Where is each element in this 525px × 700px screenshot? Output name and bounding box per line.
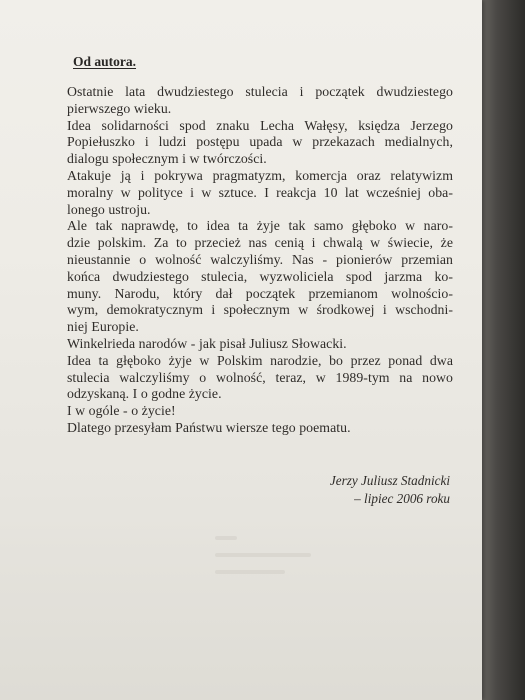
text-line: Popiełuszko i ludzi postępu upada w przekazach medialnych, xyxy=(67,134,453,150)
show-through-line xyxy=(215,562,365,579)
text-line: Atakuje ją i pokrywa pragmatyzm, komercja oraz relatywizm xyxy=(67,167,453,183)
text-line: dialogu społecznym i w twórczości. xyxy=(67,151,267,167)
author-signature xyxy=(300,472,450,508)
text-line: lonego ustroju. xyxy=(67,201,151,217)
text-line: muny. Narodu, który dał początek przemianom wolnościo- xyxy=(67,285,453,301)
text-line: Dlatego przesyłam Państwu wiersze tego poematu. xyxy=(67,419,351,435)
section-heading: Od autora. xyxy=(73,54,137,69)
text-line: niej Europie. xyxy=(67,319,139,335)
text-line: stulecia walczyliśmy o wolność, teraz, w 1989-tym na nowo xyxy=(67,369,453,385)
text-line: Idea ta głęboko żyje w Polskim narodzie, bo przez ponad dwa xyxy=(67,352,453,368)
text-line: Ostatnie lata dwudziestego stulecia i początek dwudziestego xyxy=(67,84,453,99)
text-line: pierwszego wieku. xyxy=(67,100,172,116)
text-line: odzyskaną. I o godne życie. xyxy=(67,386,222,402)
page-edge-shadow xyxy=(478,0,525,700)
signature-name: Jerzy Juliusz Stadnicki xyxy=(329,473,450,488)
text-line: dzie polskim. Za to przecież nas cenią i chwalą w świecie, że xyxy=(67,235,453,251)
text-line: końca dwudziestego stulecia, wyzwoliciela spod jarzma ko- xyxy=(67,268,453,284)
text-line: Winkelrieda narodów - jak pisał Juliusz Słowacki. xyxy=(67,335,347,351)
show-through-line xyxy=(215,545,365,562)
text-line: I w ogóle - o życie! xyxy=(67,403,176,419)
show-through-line xyxy=(215,528,365,545)
text-line: wym, demokratycznym i społecznym w środkowej i wschodni- xyxy=(67,302,453,318)
text-line: Ale tak naprawdę, to idea ta żyje tak samo głęboko w naro- xyxy=(67,218,453,234)
text-line: moralny w polityce i w sztuce. I reakcja 10 lat wcześniej oba- xyxy=(67,184,453,200)
text-line: Idea solidarności spod znaku Lecha Wałęsy, księdza Jerzego xyxy=(67,117,453,133)
show-through-text xyxy=(215,528,365,579)
author-note-text xyxy=(67,84,453,437)
text-line: nieustannie o wolność walczyliśmy. Nas - pionierów przemian xyxy=(67,251,453,267)
signature-date: – lipiec 2006 roku xyxy=(354,491,450,506)
